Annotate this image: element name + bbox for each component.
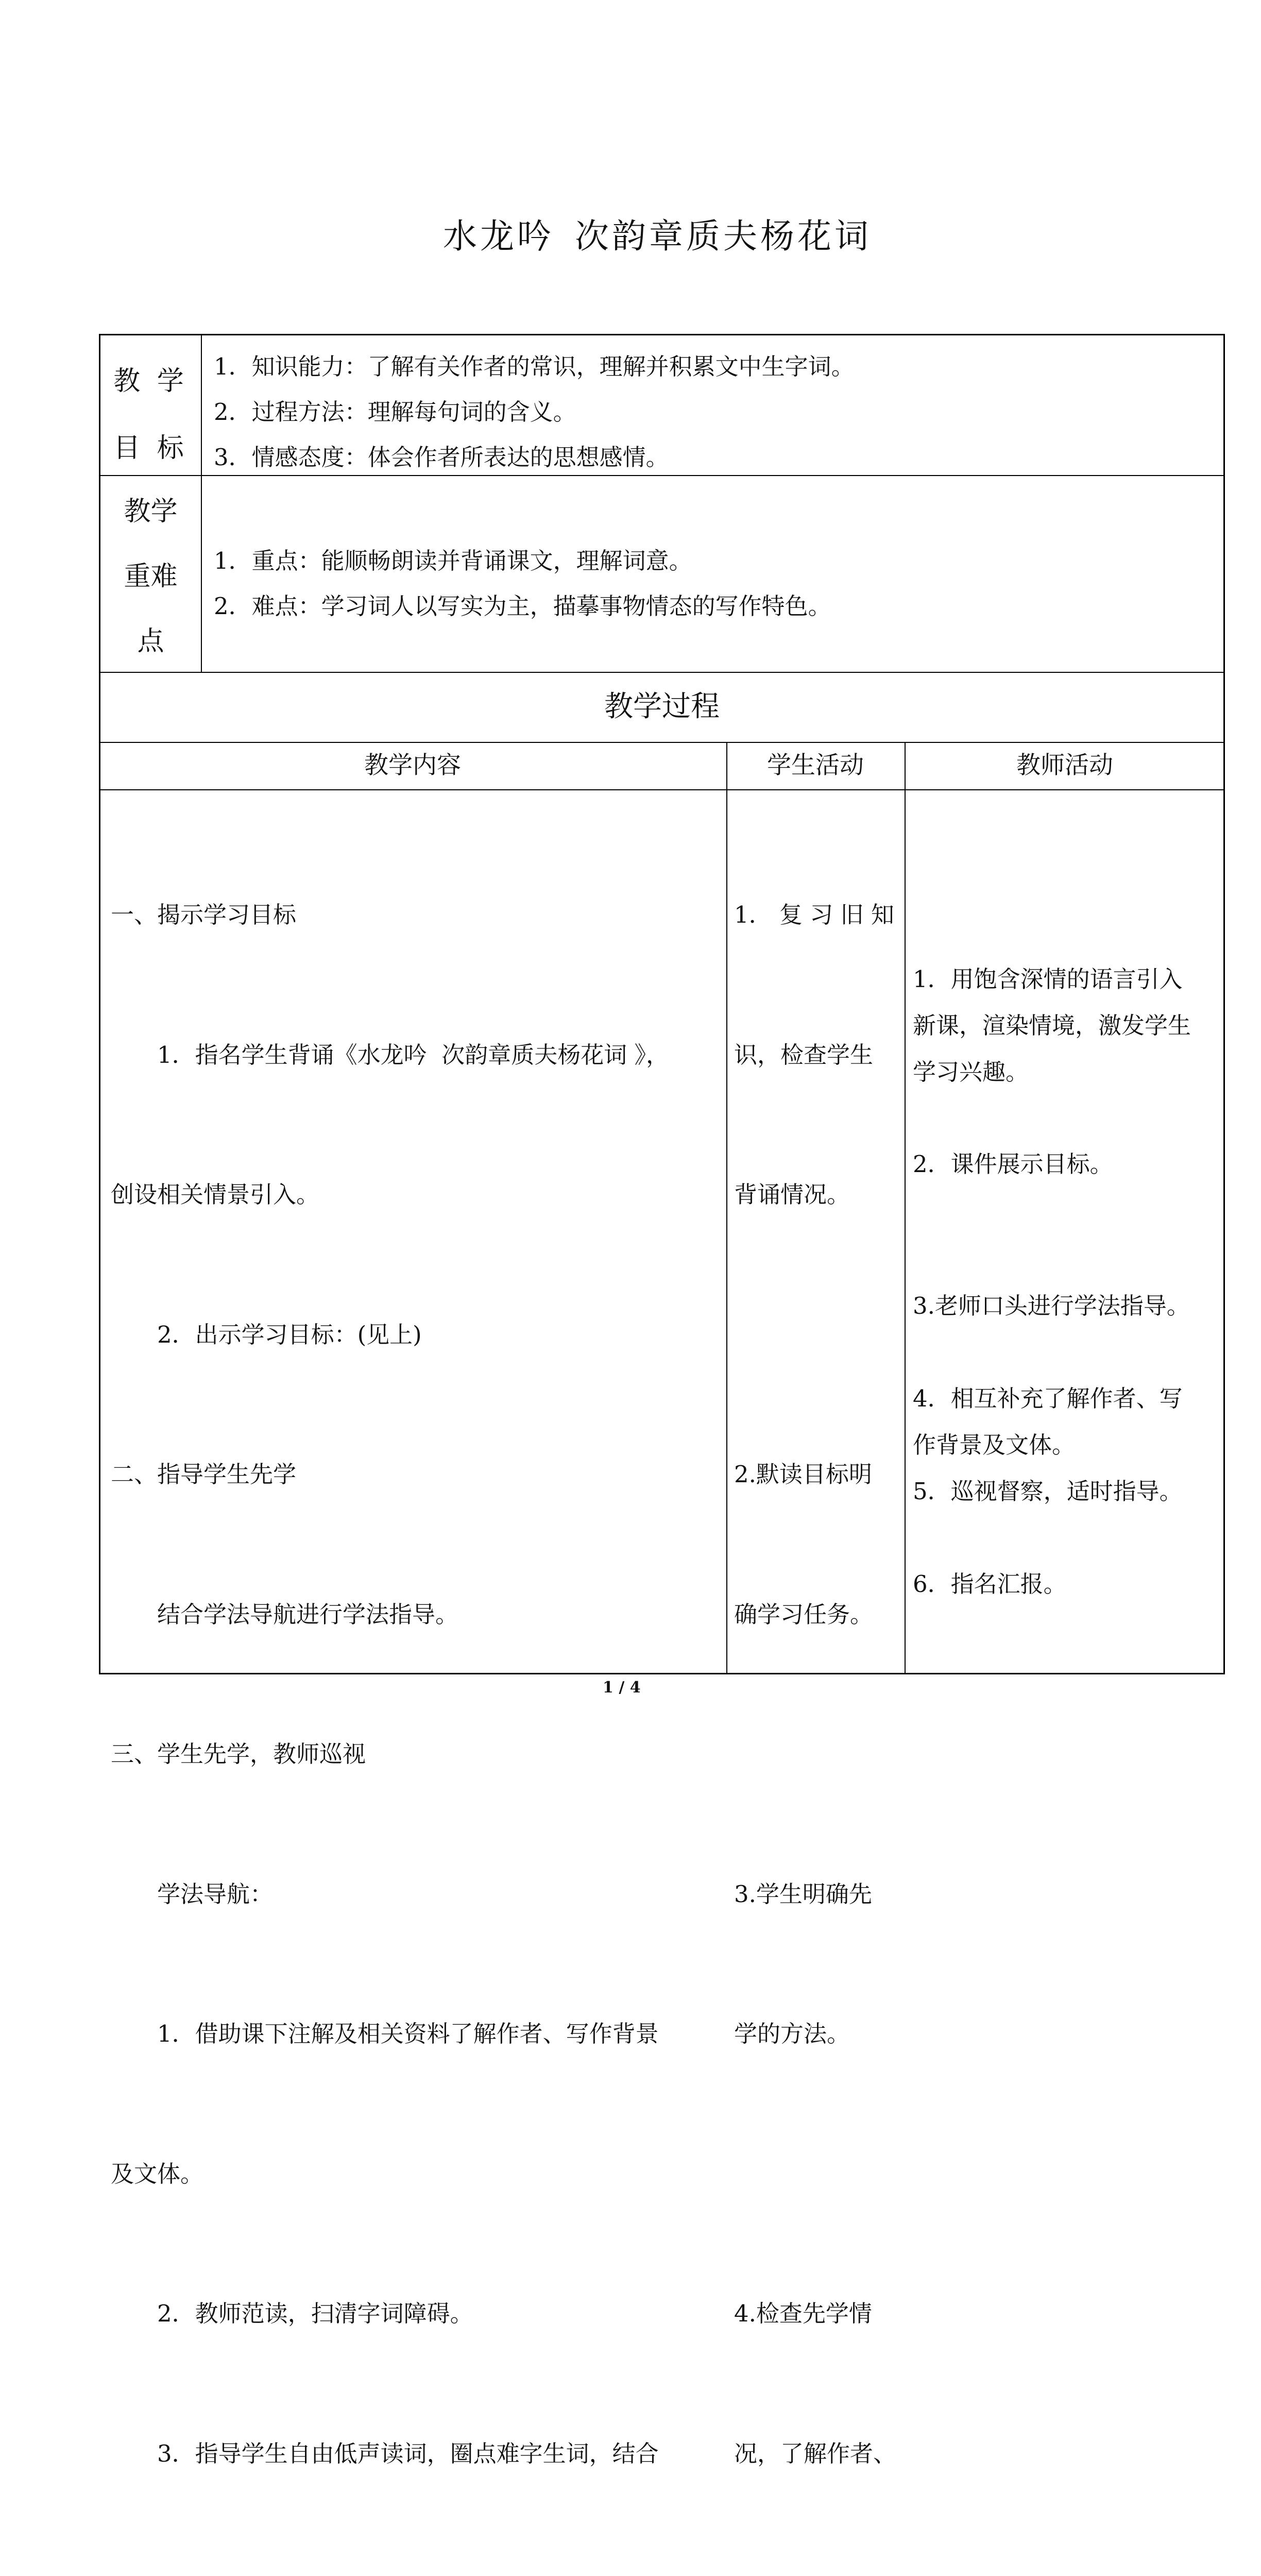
title-part-2: 次韵章质夫杨花词 [575, 216, 872, 256]
content-line: 学法导航： [111, 1880, 274, 1908]
column-divider [726, 742, 727, 1674]
objectives-label-line-1: 教 学 [113, 366, 188, 397]
key-points-list [214, 538, 831, 629]
process-heading: 教学过程 [604, 690, 720, 723]
objectives-label-line-2: 目 标 [113, 433, 188, 464]
teacher-line: 1．用饱含深情的语言引入 [913, 965, 1183, 993]
teacher-line: 3.老师口头进行学法指导。 [913, 1292, 1190, 1319]
teacher-line: 4．相互补充了解作者、写 [913, 1385, 1183, 1412]
teacher-item-3 [913, 1283, 1190, 1329]
teacher-item-1 [913, 956, 1191, 1095]
student-line [734, 1312, 901, 1359]
teacher-item-5 [913, 1468, 1183, 1515]
student-column [734, 799, 901, 2576]
teacher-item-2 [913, 1141, 1113, 1188]
student-line: 识，检查学生 [734, 1041, 874, 1069]
content-line: 结合学法导航进行学法指导。 [111, 1600, 459, 1628]
teacher-line: 新课，渲染情境，激发学生 [913, 1012, 1191, 1039]
teacher-item-4 [913, 1376, 1183, 1468]
student-line: 况，了解作者、 [734, 2439, 897, 2467]
objectives-label [100, 348, 201, 482]
content-line: 创设相关情景引入。 [111, 1181, 320, 1208]
key-point-item: 1．重点：能顺畅朗读并背诵课文，理解词意。 [214, 547, 692, 574]
column-header-content: 教学内容 [364, 751, 461, 779]
student-line [734, 2570, 901, 2576]
student-line: 1． 复 习 旧 知 [734, 901, 894, 928]
student-line: 背诵情况。 [734, 1181, 850, 1208]
key-points-label-line-1: 教学 [124, 496, 178, 527]
teacher-line: 6．指名汇报。 [913, 1570, 1067, 1598]
key-points-label-line-3: 点 [137, 626, 164, 657]
teacher-line: 作背景及文体。 [913, 1431, 1076, 1459]
row-divider [99, 789, 1225, 790]
content-line [111, 2570, 721, 2576]
objective-item: 1．知识能力：了解有关作者的常识，理解并积累文中生字词。 [214, 353, 855, 380]
label-column-divider [201, 334, 202, 672]
content-line: 一、揭示学习目标 [111, 901, 297, 928]
content-line: 二、指导学生先学 [111, 1461, 297, 1488]
page-number: 1 / 4 [603, 1679, 641, 1697]
teacher-line: 5．巡视督察，适时指导。 [913, 1478, 1183, 1505]
teacher-item-6 [913, 1561, 1067, 1607]
teacher-line: 学习兴趣。 [913, 1058, 1029, 1086]
content-line: 及文体。 [111, 2160, 204, 2188]
key-point-item: 2．难点：学习词人以写实为主，描摹事物情态的写作特色。 [214, 592, 831, 620]
content-line: 2．出示学习目标：(见上) [111, 1320, 422, 1348]
content-line: 2．教师范读，扫清字词障碍。 [111, 2300, 473, 2327]
student-line: 确学习任务。 [734, 1600, 874, 1628]
student-line: 2.默读目标明 [734, 1461, 872, 1488]
content-line: 3．指导学生自由低声读词，圈点难字生词，结合 [111, 2439, 659, 2467]
key-points-label [100, 479, 201, 674]
content-line: 1．指名学生背诵《水龙吟 次韵章质夫杨花词 》， [111, 1041, 670, 1069]
student-line: 学的方法。 [734, 2020, 850, 2047]
student-line: 3.学生明确先 [734, 1880, 872, 1908]
teacher-line: 2．课件展示目标。 [913, 1150, 1113, 1178]
title-part-1: 水龙吟 [443, 216, 554, 256]
column-header-teacher: 教师活动 [1016, 751, 1113, 779]
column-divider [905, 742, 906, 1674]
student-line [734, 1731, 901, 1778]
key-points-label-line-2: 重难 [124, 561, 178, 592]
page-title [0, 209, 1261, 258]
objective-item: 3．情感态度：体会作者所表达的思想感情。 [214, 444, 669, 471]
student-line: 4.检查先学情 [734, 2300, 872, 2327]
student-line [734, 2151, 901, 2198]
objective-item: 2．过程方法：理解每句词的含义。 [214, 398, 576, 426]
content-line: 1．借助课下注解及相关资料了解作者、写作背景 [111, 2020, 659, 2047]
content-line: 三、学生先学，教师巡视 [111, 1740, 366, 1768]
column-header-student: 学生活动 [767, 751, 864, 779]
objectives-list [214, 344, 855, 480]
